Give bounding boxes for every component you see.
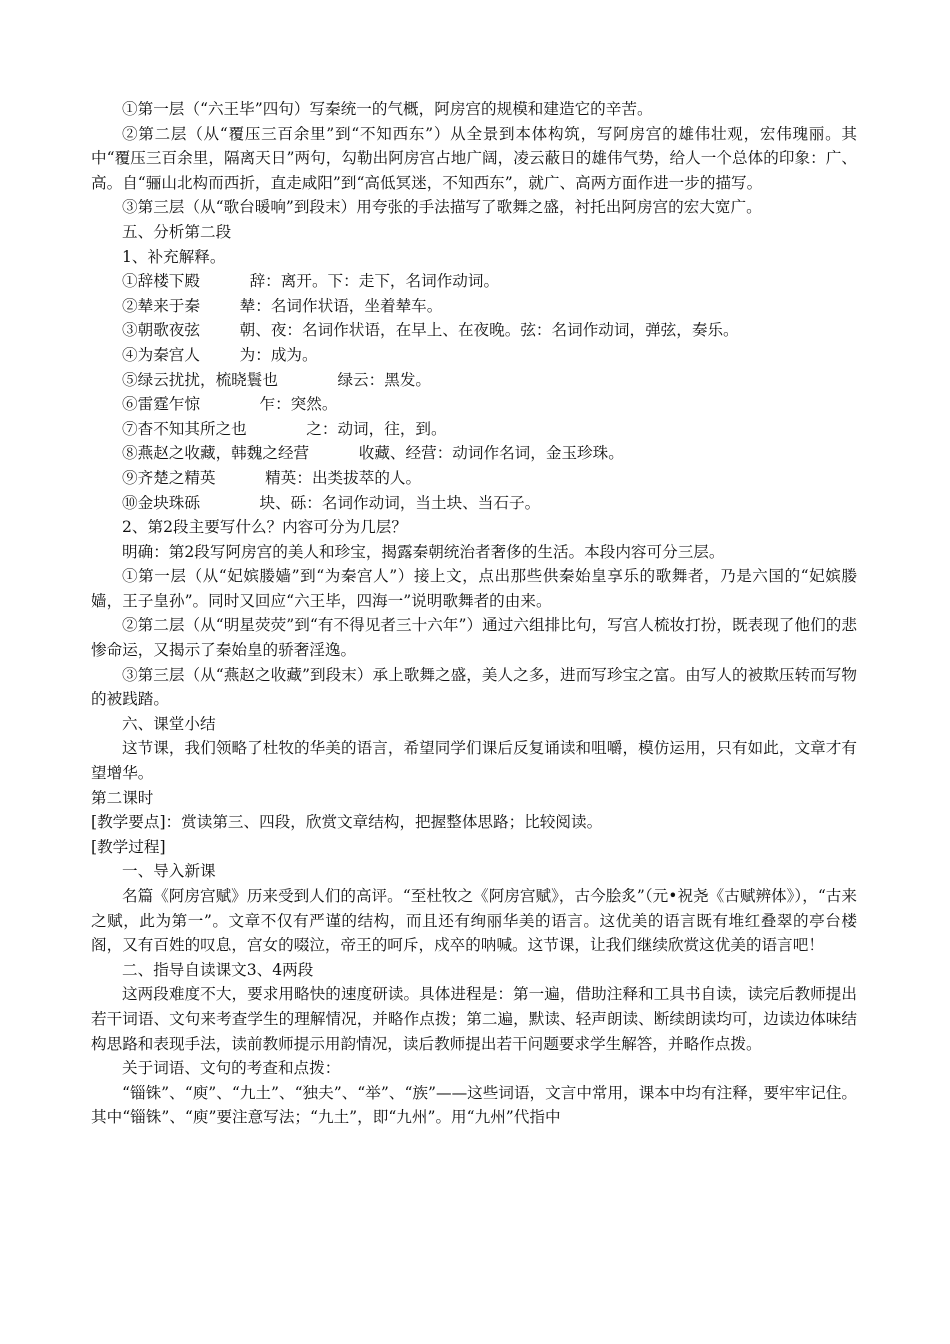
note-item xyxy=(91,417,857,442)
note-item xyxy=(91,392,857,417)
note-item xyxy=(91,269,857,294)
note-item xyxy=(91,368,857,393)
lesson-two-heading: 第二课时 xyxy=(91,788,154,807)
note-item xyxy=(91,294,857,319)
paragraph-layer-1b: ①第一层（从“妃嫔媵嫱”到“为秦宫人”）接上文，点出那些供秦始皇享乐的歌舞者，乃是六国的“妃嫔媵嫱，王子皇孙”。同时又回应“六王毕，四海一”说明歌舞者的由来。 xyxy=(91,567,857,610)
note-item xyxy=(91,318,857,343)
note-item xyxy=(91,466,857,491)
note-definition: 精英：出类拔萃的人。 xyxy=(265,468,422,487)
paragraph-layer-2b: ②第二层（从“明星荧荧”到“有不得见者三十六年”）通过六组排比句，写宫人梳妆打扮，既表现了他们的悲惨命运，又揭示了秦始皇的骄奢淫逸。 xyxy=(91,616,857,660)
vocab-heading: 关于词语、文句的考查和点拨： xyxy=(122,1059,341,1078)
teaching-points: [教学要点]：赏读第三、四段，欣赏文章结构，把握整体思路；比较阅读。 xyxy=(91,813,603,832)
note-definition: 辇：名词作状语，坐着辇车。 xyxy=(239,296,443,315)
note-definition: 朝、夜：名词作状语，在早上、在夜晚。弦：名词作动词，弹弦，奏乐。 xyxy=(239,321,739,340)
note-item xyxy=(91,343,857,368)
note-item xyxy=(91,441,857,466)
note-definition: 绿云：黑发。 xyxy=(337,370,432,389)
paragraph-layer-3b: ③第三层（从“燕赵之收藏”到段末）承上歌舞之盛，美人之多，进而写珍宝之富。由写人的被欺压转而写物的被践踏。 xyxy=(91,665,857,709)
note-term: ⑧燕赵之收藏，韩魏之经营 xyxy=(122,444,310,463)
note-item xyxy=(91,491,857,516)
document-body xyxy=(91,97,857,1130)
paragraph-layer-2: ②第二层（从“覆压三百余里”到“不知西东”）从全景到本体构筑，写阿房宫的雄伟壮观，宏伟瑰丽。其中“覆压三百余里，隔离天日”两句，勾勒出阿房宫占地广阔，凌云蔽日的雄伟气势，给人一个总体的印象：广、高。自“骊山北构而西折，直走咸阳”到“高低冥迷，不知西东”，就广、高两方面作进一步的描写。 xyxy=(91,124,857,192)
vocab-paragraph: “锱铢”、“庾”、“九土”、“独夫”、“举”、“族”——这些词语，文言中常用，课本中均有注释，要牢牢记住。其中“锱铢”、“庾”要注意写法；“九土”，即“九州”。用“九州”代指中 xyxy=(91,1083,858,1127)
section-heading-6: 六、课堂小结 xyxy=(122,714,216,733)
question-paragraph-2: 2、第2段主要写什么？内容可分为几层？ xyxy=(122,518,407,537)
note-definition: 为：成为。 xyxy=(239,345,318,364)
note-term: ②辇来于秦 xyxy=(122,296,200,315)
note-term: ⑦杳不知其所之也 xyxy=(122,419,247,438)
note-definition: 辞：离开。下：走下，名词作动词。 xyxy=(249,272,500,291)
note-term: ④为秦宫人 xyxy=(122,345,200,364)
subheading-supplement: 1、补充解释。 xyxy=(122,247,226,266)
note-definition: 乍：突然。 xyxy=(259,395,338,414)
intro-paragraph: 名篇《阿房宫赋》历来受到人们的高评。“至杜牧之《阿房宫赋》，古今脍炙”（元•祝尧《古赋辨体》），“古来之赋，此为第一”。文章不仅有严谨的结构，而且还有绚丽华美的语言。这优美的语言既有堆红叠翠的亭台楼阁，又有百姓的叹息，宫女的啜泣，帝王的呵斥，戍卒的呐喊。这节课，让我们继续欣赏这优美的语言吧！ xyxy=(91,887,857,955)
section-heading-self-study: 二、指导自读课文3、4两段 xyxy=(122,960,314,979)
note-definition: 块、砾：名词作动词，当土块、当石子。 xyxy=(259,493,541,512)
teaching-process-heading: [教学过程] xyxy=(91,837,166,856)
note-term: ⑤绿云扰扰，梳晓鬟也 xyxy=(122,370,278,389)
paragraph-layer-3: ③第三层（从“歌台暖响”到段末）用夸张的手法描写了歌舞之盛，衬托出阿房宫的宏大宽广。 xyxy=(122,198,762,217)
note-term: ⑩金块珠砾 xyxy=(122,493,200,512)
note-term: ③朝歌夜弦 xyxy=(122,321,200,340)
note-term: ⑥雷霆乍惊 xyxy=(122,395,200,414)
note-definition: 之：动词，往，到。 xyxy=(306,419,447,438)
summary-paragraph: 这节课，我们领略了杜牧的华美的语言，希望同学们课后反复诵读和咀嚼，模仿运用，只有如此，文章才有望增华。 xyxy=(91,739,857,783)
answer-paragraph: 明确：第2段写阿房宫的美人和珍宝，揭露秦朝统治者奢侈的生活。本段内容可分三层。 xyxy=(122,542,725,561)
section-heading-intro: 一、导入新课 xyxy=(122,862,216,881)
note-definition: 收藏、经营：动词作名词，金玉珍珠。 xyxy=(358,444,624,463)
note-term: ①辞楼下殿 xyxy=(122,272,200,291)
self-study-paragraph: 这两段难度不大，要求用略快的速度研读。具体进程是：第一遍，借助注释和工具书自读，读完后教师提出若干词语、文句来考查学生的理解情况，并略作点拨；第二遍，默读、轻声朗读、断续朗读均可，边读边体味结构思路和表现手法，读前教师提示用韵情况，读后教师提出若干问题要求学生解答，并略作点拨。 xyxy=(91,985,857,1053)
paragraph-layer-1: ①第一层（“六王毕”四句）写秦统一的气概，阿房宫的规模和建造它的辛苦。 xyxy=(122,100,653,118)
section-heading-5: 五、分析第二段 xyxy=(122,222,232,241)
note-term: ⑨齐楚之精英 xyxy=(122,468,216,487)
